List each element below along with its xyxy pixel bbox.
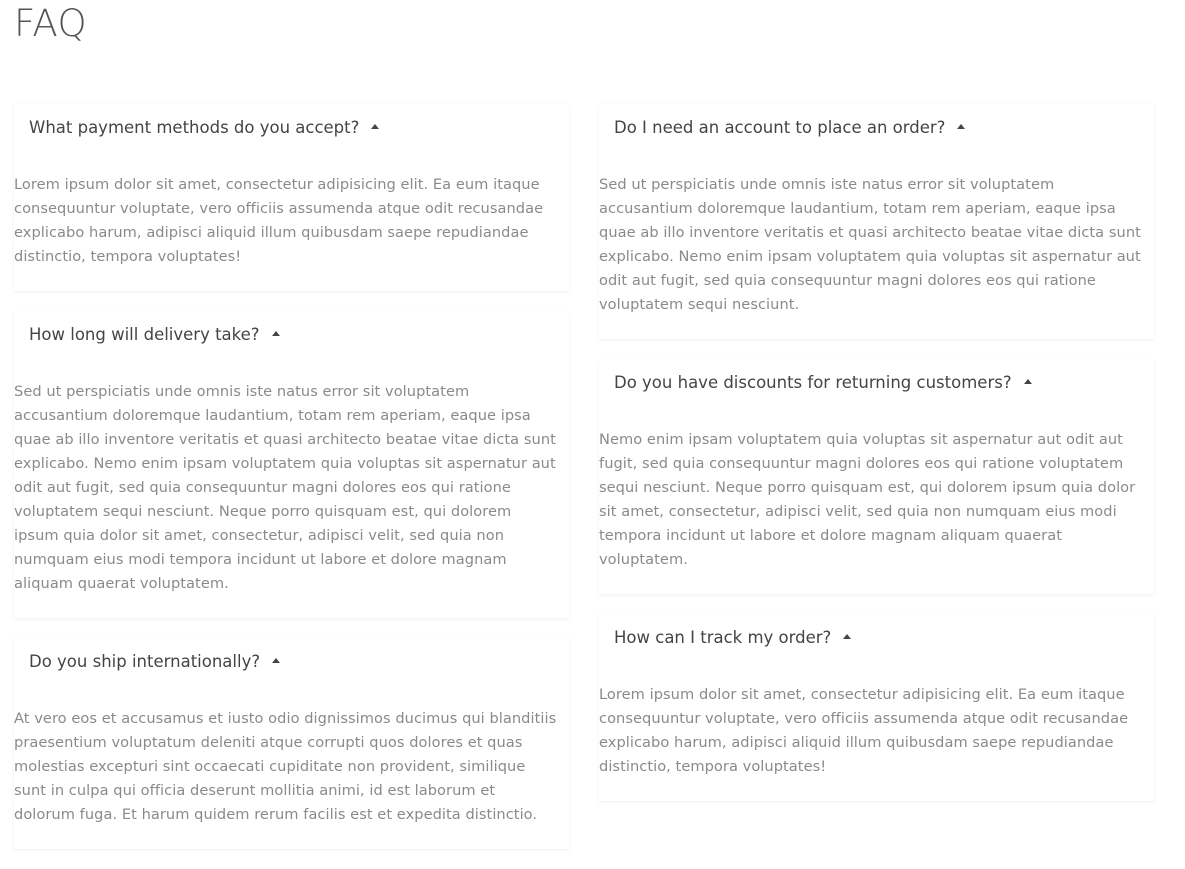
faq-column-left bbox=[14, 104, 569, 869]
faq-item bbox=[599, 359, 1154, 594]
faq-question-text: What payment methods do you accept? bbox=[29, 117, 360, 137]
caret-up-icon bbox=[371, 124, 379, 129]
faq-column-right bbox=[599, 104, 1154, 821]
faq-question-toggle[interactable] bbox=[599, 104, 1154, 150]
faq-question-toggle[interactable] bbox=[14, 104, 569, 150]
faq-question-toggle[interactable] bbox=[599, 614, 1154, 660]
faq-item bbox=[14, 311, 569, 618]
faq-question-text: How can I track my order? bbox=[614, 627, 832, 647]
faq-item bbox=[599, 104, 1154, 339]
faq-item bbox=[14, 638, 569, 849]
faq-item bbox=[599, 614, 1154, 801]
caret-up-icon bbox=[1024, 379, 1032, 384]
faq-question-toggle[interactable] bbox=[14, 311, 569, 357]
caret-up-icon bbox=[843, 634, 851, 639]
faq-answer: At vero eos et accusamus et iusto odio dignissimos ducimus qui blanditiis praesentium voluptatum deleniti atque corrupti quos dolores et quas molestias excepturi sint occaecati cupiditate non provident, similique sunt in culpa qui officia deserunt mollitia animi, id est laborum et dolorum fuga. Et harum quidem rerum facilis est et expedita distinctio. bbox=[14, 710, 557, 823]
faq-item bbox=[14, 104, 569, 291]
caret-up-icon bbox=[272, 331, 280, 336]
faq-question-toggle[interactable] bbox=[599, 359, 1154, 405]
faq-answer: Sed ut perspiciatis unde omnis iste natus error sit voluptatem accusantium doloremque laudantium, totam rem aperiam, eaque ipsa quae ab illo inventore veritatis et quasi architecto beatae vitae dicta sunt explicabo. Nemo enim ipsam voluptatem quia voluptas sit aspernatur aut odit aut fugit, sed quia consequuntur magni dolores eos qui ratione voluptatem sequi nesciunt. Neque porro quisquam est, qui dolorem ipsum quia dolor sit amet, consectetur, adipisci velit, sed quia non numquam eius modi tempora incidunt ut labore et dolore magnam aliquam quaerat voluptatem. bbox=[14, 383, 556, 592]
faq-question-text: Do I need an account to place an order? bbox=[614, 117, 946, 137]
caret-up-icon bbox=[272, 658, 280, 663]
faq-answer: Lorem ipsum dolor sit amet, consectetur adipisicing elit. Ea eum itaque consequuntur voluptate, vero officiis assumenda atque odit recusandae explicabo harum, adipisci aliquid illum quibusdam saepe repudiandae distinctio, tempora voluptates! bbox=[599, 686, 1129, 775]
faq-answer: Sed ut perspiciatis unde omnis iste natus error sit voluptatem accusantium doloremque laudantium, totam rem aperiam, eaque ipsa quae ab illo inventore veritatis et quasi architecto beatae vitae dicta sunt explicabo. Nemo enim ipsam voluptatem quia voluptas sit aspernatur aut odit aut fugit, sed quia consequuntur magni dolores eos qui ratione voluptatem sequi nesciunt. bbox=[599, 176, 1141, 313]
faq-question-text: Do you ship internationally? bbox=[29, 651, 261, 671]
faq-question-text: Do you have discounts for returning customers? bbox=[614, 372, 1012, 392]
faq-question-text: How long will delivery take? bbox=[29, 324, 260, 344]
page-title: FAQ bbox=[14, 2, 88, 45]
faq-answer: Nemo enim ipsam voluptatem quia voluptas sit aspernatur aut odit aut fugit, sed quia consequuntur magni dolores eos qui ratione voluptatem sequi nesciunt. Neque porro quisquam est, qui dolorem ipsum quia dolor sit amet, consectetur, adipisci velit, sed quia non numquam eius modi tempora incidunt ut labore et dolore magnam aliquam quaerat voluptatem. bbox=[599, 431, 1136, 568]
caret-up-icon bbox=[957, 124, 965, 129]
faq-answer: Lorem ipsum dolor sit amet, consectetur adipisicing elit. Ea eum itaque consequuntur voluptate, vero officiis assumenda atque odit recusandae explicabo harum, adipisci aliquid illum quibusdam saepe repudiandae distinctio, tempora voluptates! bbox=[14, 176, 544, 265]
faq-question-toggle[interactable] bbox=[14, 638, 569, 684]
